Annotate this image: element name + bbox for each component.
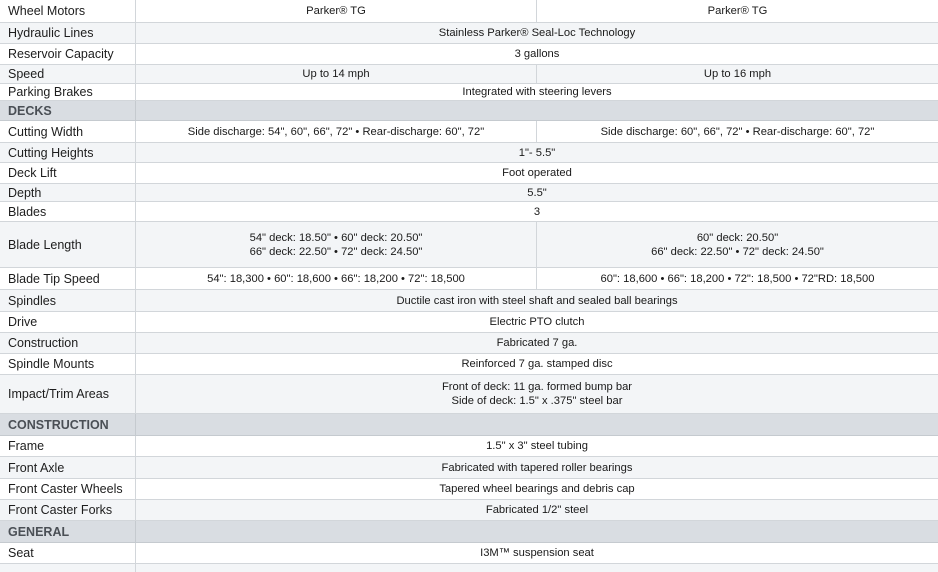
row-label: Cutting Width (0, 121, 136, 142)
cell-line: Side of deck: 1.5" x .375" steel bar (451, 395, 623, 407)
row-label: Spindles (0, 290, 136, 311)
cell-value: Side discharge: 60", 66", 72" • Rear-discharge: 60", 72" (600, 125, 875, 138)
table-row (0, 500, 938, 521)
cell-line: 60" deck: 20.50" (696, 231, 779, 244)
table-row (0, 375, 938, 414)
row-label: Front Caster Forks (0, 500, 136, 520)
cell-value: I3M™ suspension seat (480, 547, 594, 559)
row-label: Reservoir Capacity (0, 44, 136, 64)
section-header (0, 414, 938, 436)
cell-value: Parker® TG (707, 5, 768, 17)
row-label: Front Axle (0, 457, 136, 478)
cell-value: Parker® TG (136, 0, 537, 22)
table-row (0, 457, 938, 479)
table-row (0, 354, 938, 375)
cell-value (136, 375, 938, 413)
table-row (0, 564, 938, 572)
cell-line: Front of deck: 11 ga. formed bump bar (441, 381, 633, 393)
section-fill (136, 414, 938, 435)
table-row (0, 436, 938, 457)
section-title: GENERAL (0, 521, 136, 542)
table-row (0, 23, 938, 44)
table-row (0, 290, 938, 312)
table-row (0, 0, 938, 23)
section-title: CONSTRUCTION (0, 414, 136, 435)
cell-value (136, 222, 537, 267)
cell-line: 54" deck: 18.50" • 60" deck: 20.50" (249, 231, 423, 244)
row-label: Cutting Heights (0, 143, 136, 162)
cell-value: Fabricated 7 ga. (496, 337, 578, 349)
cell-value: Foot operated (502, 167, 572, 179)
section-header (0, 101, 938, 121)
cell-line: 66" deck: 22.50" • 72" deck: 24.50" (249, 245, 423, 258)
row-label: Wheel Motors (0, 0, 136, 22)
cell-line: 66" deck: 22.50" • 72" deck: 24.50" (651, 245, 824, 258)
cell-value: Side discharge: 54", 60", 66", 72" • Rear-discharge: 60", 72" (136, 121, 537, 142)
cell-value: 60": 18,600 • 66": 18,200 • 72": 18,500 • 72"RD: 18,500 (600, 272, 875, 285)
row-label: Blades (0, 202, 136, 221)
row-label: Blade Length (0, 222, 136, 267)
table-row (0, 222, 938, 268)
cell-value: 5.5" (527, 186, 547, 199)
cell-value (136, 564, 938, 572)
row-label: Seat (0, 543, 136, 563)
section-header (0, 521, 938, 543)
row-label: Front Caster Wheels (0, 479, 136, 499)
row-label: Drive (0, 312, 136, 332)
table-row (0, 163, 938, 184)
cell-value: Up to 14 mph (136, 65, 537, 83)
cell-value: Stainless Parker® Seal-Loc Technology (438, 27, 636, 39)
cell-value: 1.5" x 3" steel tubing (486, 440, 588, 452)
row-label: Construction (0, 333, 136, 353)
section-title: DECKS (0, 101, 136, 120)
cell-value: 3 gallons (514, 48, 560, 60)
cell-value: 1"- 5.5" (518, 146, 556, 159)
cell-value: Up to 16 mph (703, 68, 772, 80)
cell-value: Ductile cast iron with steel shaft and sealed ball bearings (396, 294, 678, 307)
cell-value (537, 222, 938, 267)
cell-value: Tapered wheel bearings and debris cap (439, 483, 635, 495)
section-fill (136, 101, 938, 120)
table-row (0, 333, 938, 354)
row-label: Speed (0, 65, 136, 83)
cell-value: Integrated with steering levers (462, 86, 612, 98)
table-row (0, 312, 938, 333)
table-row (0, 44, 938, 65)
table-row (0, 143, 938, 163)
row-label: Parking Brakes (0, 84, 136, 100)
table-row (0, 65, 938, 84)
cell-value: Electric PTO clutch (489, 316, 585, 328)
table-row (0, 121, 938, 143)
table-row (0, 543, 938, 564)
row-label: Impact/Trim Areas (0, 375, 136, 413)
cell-value: Fabricated 1/2" steel (485, 504, 589, 516)
table-row (0, 84, 938, 101)
table-row (0, 184, 938, 202)
table-row (0, 479, 938, 500)
row-label (0, 564, 136, 572)
table-row (0, 268, 938, 290)
row-label: Deck Lift (0, 163, 136, 183)
cell-value: Fabricated with tapered roller bearings (441, 461, 633, 474)
section-fill (136, 521, 938, 542)
cell-value: 54": 18,300 • 60": 18,600 • 66": 18,200 • 72": 18,500 (136, 268, 537, 289)
cell-value: Reinforced 7 ga. stamped disc (461, 358, 613, 370)
row-label: Depth (0, 184, 136, 201)
table-row (0, 202, 938, 222)
row-label: Hydraulic Lines (0, 23, 136, 43)
row-label: Spindle Mounts (0, 354, 136, 374)
cell-value: 3 (533, 205, 541, 218)
row-label: Blade Tip Speed (0, 268, 136, 289)
row-label: Frame (0, 436, 136, 456)
